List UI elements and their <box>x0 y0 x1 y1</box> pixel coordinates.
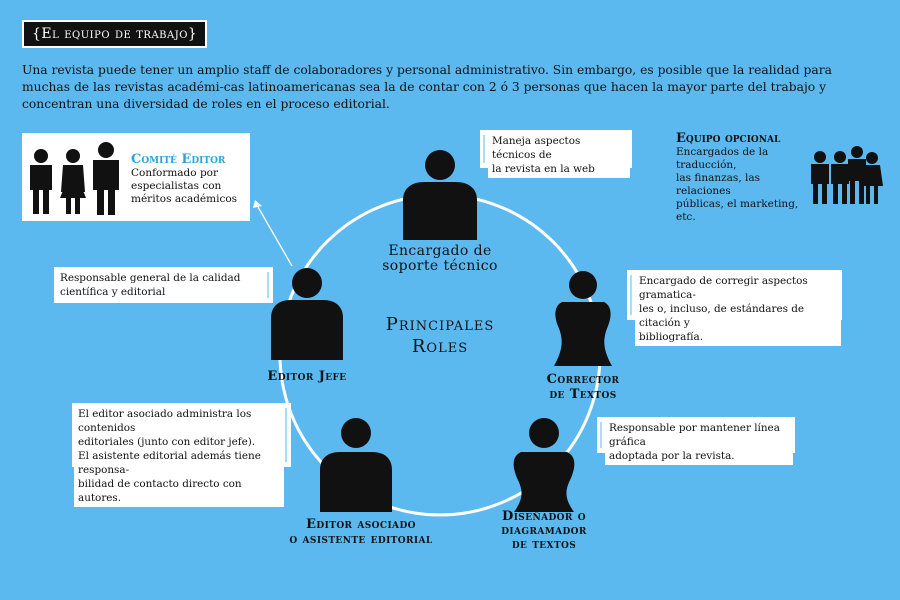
asociado-figure <box>320 418 392 512</box>
asociado-note <box>74 405 284 507</box>
disenador-note-line2: adoptada por la revista. <box>609 450 735 462</box>
disenador-note-line1: Responsable por mantener línea gráfica <box>609 422 780 448</box>
corrector-figure <box>554 271 612 366</box>
opcional-people-icon <box>811 146 883 204</box>
asociado-note-line2: editoriales (junto con editor jefe). <box>78 436 256 448</box>
disenador-note <box>605 419 793 465</box>
center-title-line2: Roles <box>411 336 469 357</box>
corrector-note <box>635 272 841 346</box>
comite-line2: especialistas con <box>131 180 222 192</box>
comite-title: Comité Editor <box>131 152 226 167</box>
opcional-text <box>676 131 811 224</box>
comite-arrow <box>258 207 292 266</box>
asociado-label-line1: Editor asociado <box>306 517 416 532</box>
corrector-label-line1: Corrector <box>546 372 620 387</box>
editor-jefe-note <box>56 269 266 301</box>
corrector-label-line2: de Textos <box>549 387 617 402</box>
disenador-label-line2: diagramador <box>501 523 587 538</box>
opcional-line2: las finanzas, las relaciones <box>676 172 760 197</box>
editor-jefe-label: Editor Jefe <box>267 369 347 384</box>
asociado-note-line3: El asistente editorial además tiene responsa- <box>78 450 261 476</box>
comite-line1: Conformado por <box>131 167 219 179</box>
soporte-note-line2: la revista en la web <box>492 163 595 175</box>
corrector-note-line3: bibliografía. <box>639 331 704 343</box>
disenador-label-line1: Diseñador o <box>502 509 586 524</box>
section-title: {El equipo de trabajo} <box>22 20 207 48</box>
soporte-note <box>488 132 630 178</box>
editor-jefe-figure <box>271 268 343 360</box>
asociado-label <box>276 517 446 547</box>
soporte-figure <box>403 150 477 240</box>
comite-text <box>131 152 246 206</box>
soporte-label <box>370 244 510 274</box>
disenador-label-line3: de textos <box>511 537 577 552</box>
corrector-label <box>523 372 643 402</box>
intro-paragraph: Una revista puede tener un amplio staff de colaboradores y personal administrativo. Sin embargo, es posible que la realidad para muchas de las revistas académi-cas latinoamericanas sea la de contar con 2 ó 3 personas que hacen la mayor parte del trabajo y concentran una diversidad de roles en el proceso editorial. <box>22 63 832 111</box>
asociado-note-line1: El editor asociado administra los contenidos <box>78 408 252 434</box>
editor-jefe-note-line2: científica y editorial <box>60 286 166 298</box>
editor-jefe-note-line1: Responsable general de la calidad <box>60 272 241 284</box>
opcional-title: Equipo opcional <box>676 131 781 146</box>
asociado-label-line2: o asistente editorial <box>289 532 433 547</box>
soporte-label-line2: soporte técnico <box>382 258 498 274</box>
opcional-line1: Encargados de la traducción, <box>676 146 769 171</box>
corrector-note-line2: les o, incluso, de estándares de citación y <box>639 303 805 329</box>
disenador-label <box>484 510 604 552</box>
opcional-line3: públicas, el marketing, etc. <box>676 198 799 223</box>
comite-line3: méritos académicos <box>131 193 238 205</box>
center-title <box>365 314 515 358</box>
soporte-label-line1: Encargado de <box>388 243 492 259</box>
asociado-note-line4: bilidad de contacto directo con autores. <box>78 478 242 504</box>
corrector-note-line1: Encargado de corregir aspectos gramatica- <box>639 275 808 301</box>
soporte-note-line1: Maneja aspectos técnicos de <box>492 135 581 161</box>
disenador-figure <box>514 418 575 512</box>
center-title-line1: Principales <box>385 314 495 335</box>
